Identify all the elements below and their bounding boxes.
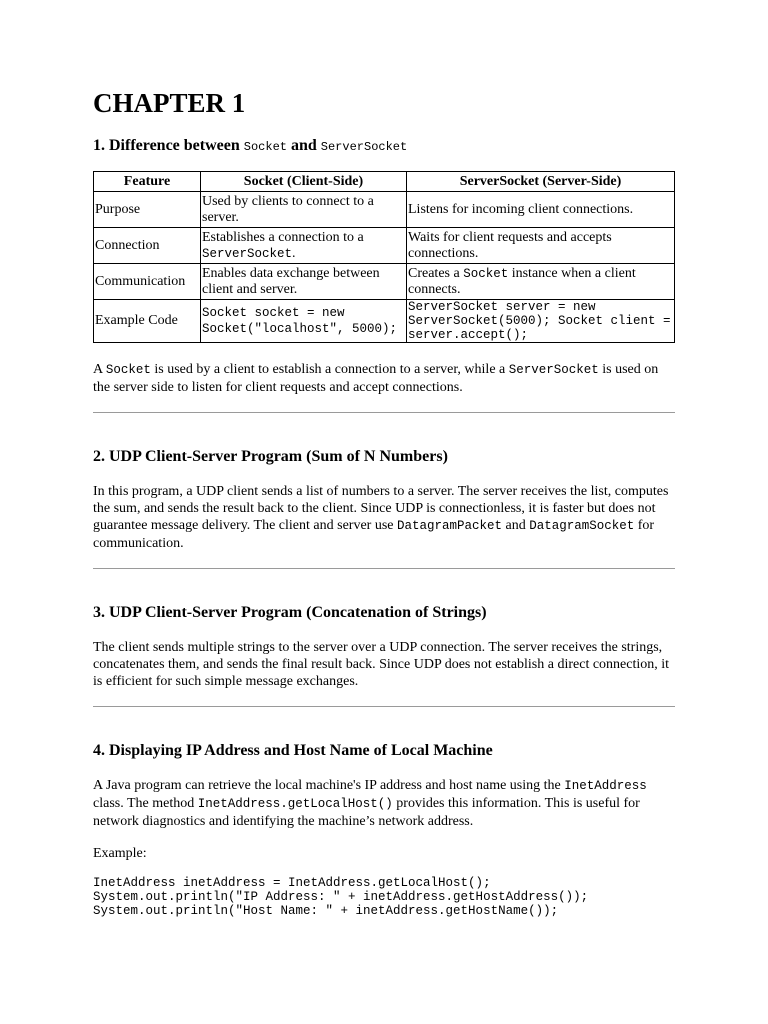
table-cell-server	[407, 300, 675, 343]
section-1-paragraph	[93, 361, 675, 396]
table-cell-code: ServerSocket server = new ServerSocket(5000); Socket client = server.accept();	[408, 300, 671, 342]
paragraph-text: A Java program can retrieve the local machine's IP address and host name using the	[93, 778, 565, 793]
paragraph-text: is used by a client to establish a connection to a server, while a	[150, 362, 509, 377]
section-3-paragraph: The client sends multiple strings to the server over a UDP connection. The server receives the strings, concatenates them, and sends the final result back. Since UDP does not establish a direct connection, it is efficient for such simple message exchanges.	[93, 640, 670, 689]
inline-code-serversocket: ServerSocket	[508, 363, 599, 377]
section-divider	[93, 412, 675, 413]
table-cell-client	[201, 300, 407, 343]
paragraph-text: class. The method	[93, 796, 198, 811]
table-cell-client: Enables data exchange between client and server.	[201, 264, 407, 300]
table-row	[94, 192, 675, 228]
section-2-heading: 2. UDP Client-Server Program (Sum of N Numbers)	[93, 448, 448, 465]
paragraph-text: In this program, a UDP client sends a list of numbers to a server. The server receives the list, computes the sum, and sends the result back to the client. Since UDP is connectionless, it is faster but does not guarantee message delivery. The client and server use	[93, 484, 669, 533]
paragraph-text: for communication.	[93, 518, 655, 551]
inline-code-datagramsocket: DatagramSocket	[529, 519, 635, 533]
section-3-heading: 3. UDP Client-Server Program (Concatenation of Strings)	[93, 604, 487, 621]
section-4-paragraph	[93, 777, 675, 830]
paragraph-text: and	[502, 518, 530, 533]
table-row	[94, 264, 675, 300]
section-2-paragraph	[93, 483, 675, 552]
section-1-heading-text: 1. Difference between	[93, 137, 244, 154]
paragraph-text: A	[93, 362, 106, 377]
table-cell-feature: Communication	[94, 264, 201, 300]
table-cell-text: Creates a	[408, 265, 464, 281]
table-row	[94, 300, 675, 343]
section-divider	[93, 568, 675, 569]
comparison-table	[93, 171, 675, 343]
section-divider	[93, 706, 675, 707]
table-cell-code: Socket	[463, 266, 509, 281]
table-cell-client	[201, 228, 407, 264]
table-cell-server: Waits for client requests and accepts connections.	[407, 228, 675, 264]
table-cell-server: Listens for incoming client connections.	[407, 192, 675, 228]
inline-code-inetaddress: InetAddress	[564, 779, 647, 793]
section-1-heading	[93, 136, 407, 157]
section-1-heading-code-serversocket: ServerSocket	[320, 140, 408, 154]
section-1-heading-code-socket: Socket	[243, 140, 287, 154]
table-cell-text: instance when a client connects.	[408, 265, 636, 297]
table-header-cell: Feature	[94, 172, 201, 192]
paragraph-text: is used on the server side to listen for client requests and accept connections.	[93, 362, 659, 395]
table-cell-feature: Purpose	[94, 192, 201, 228]
section-4-heading: 4. Displaying IP Address and Host Name of Local Machine	[93, 742, 493, 759]
inline-code-datagrampacket: DatagramPacket	[396, 519, 503, 533]
paragraph-text: provides this information. This is useful for network diagnostics and identifying the machine’s network address.	[93, 796, 640, 829]
table-header-cell: ServerSocket (Server-Side)	[407, 172, 675, 192]
inline-code-getlocalhost: InetAddress.getLocalHost()	[197, 797, 393, 811]
code-block: InetAddress inetAddress = InetAddress.getLocalHost(); System.out.println("IP Address: " + inetAddress.getHostAddress()); System.out.println("Host Name: " + inetAddress.getHostName());	[93, 876, 589, 918]
table-cell-text: Establishes a connection to a	[202, 229, 364, 245]
table-cell-text: .	[292, 245, 296, 261]
section-1-heading-and: and	[286, 137, 321, 154]
table-cell-server	[407, 264, 675, 300]
table-header-row	[94, 172, 675, 192]
example-label: Example:	[93, 846, 147, 861]
table-cell-feature: Example Code	[94, 300, 201, 343]
chapter-title: CHAPTER 1	[93, 88, 246, 118]
table-cell-feature: Connection	[94, 228, 201, 264]
table-header-cell: Socket (Client-Side)	[201, 172, 407, 192]
inline-code-socket: Socket	[105, 363, 151, 377]
table-cell-client: Used by clients to connect to a server.	[201, 192, 407, 228]
table-cell-code: Socket socket = new Socket("localhost", 5000);	[202, 306, 398, 336]
table-cell-code: ServerSocket	[202, 246, 293, 261]
table-row	[94, 228, 675, 264]
